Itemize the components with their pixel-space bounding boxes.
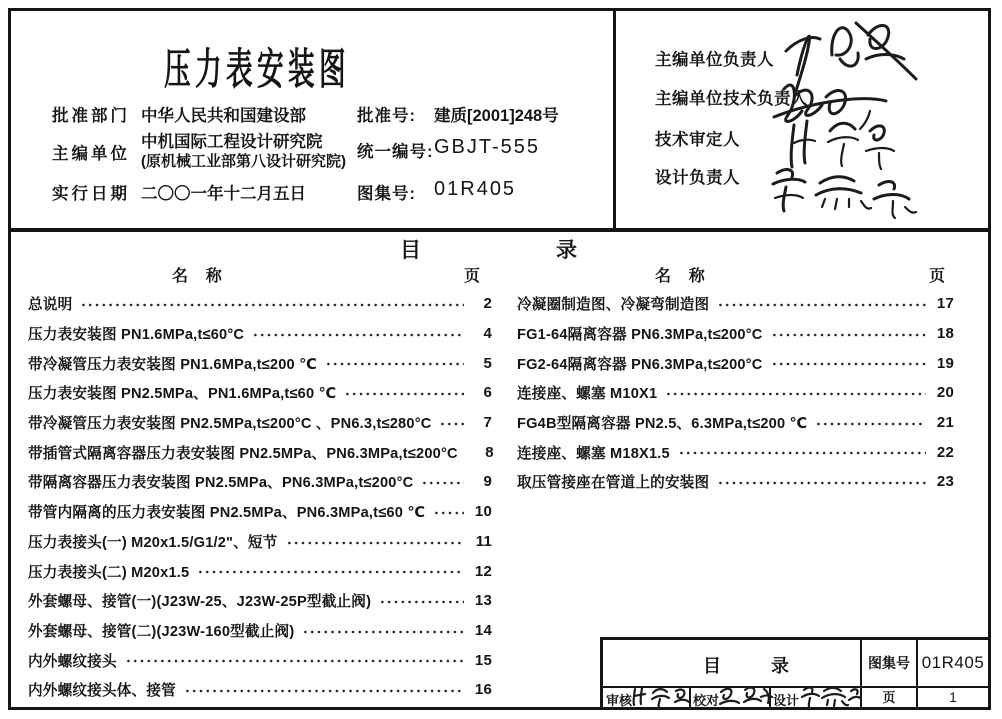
toc-entry-page: 8 [485,443,494,461]
dot-leader [302,616,464,646]
dot-leader [184,675,464,705]
footer-designer-label: 设计 [773,693,800,708]
footer-atlas-label: 图集号 [868,655,910,671]
toc-entry-page: 10 [474,503,492,521]
footer-page-label: 页 [882,690,896,705]
footer-atlas-number: 01R405 [921,653,985,672]
chief-editor-unit-former-name: (原机械工业部第八设计研究院) [141,153,346,170]
footer-heading-char1: 目 [703,656,721,676]
toc-entry [517,348,954,378]
toc-entry-name: 压力表接头(一) M20x1.5/G1/2"、短节 [28,534,278,551]
dot-leader [771,319,926,349]
approval-number-label: 批准号: [357,107,416,125]
dot-leader [771,348,926,378]
toc-entry-name: 内外螺纹接头体、接管 [28,683,176,700]
dot-leader [197,556,464,586]
toc-entry [517,408,954,438]
chief-tech-director-label: 主编单位技术负责人 [655,90,808,108]
dot-leader [252,319,464,349]
designer-signature [799,683,861,711]
toc-entry-page: 23 [936,473,954,491]
effective-date-value: 二〇〇一年十二月五日 [141,185,306,203]
signature-chief-tech-director [774,85,886,129]
footer-page-number: 1 [949,688,957,705]
dot-leader [125,645,464,675]
footer-checker-label: 校对 [693,693,720,708]
approval-dept-value: 中华人民共和国建设部 [141,107,306,125]
toc-left-column [28,289,492,705]
toc-entry-page: 12 [474,562,492,580]
toc-entry-name: 带冷凝管压力表安装图 PN1.6MPa,t≤200 ℃ [28,356,317,373]
dot-leader [815,408,926,438]
toc-entry-page: 5 [483,354,492,372]
toc-entry-name: 压力表接头(二) M20x1.5 [28,564,190,581]
toc-entry-page: 21 [936,414,954,432]
toc-entry-name: 外套螺母、接管(一)(J23W-25、J23W-25P型截止阀) [28,594,372,611]
signature-tech-approver [791,121,894,169]
toc-entry [28,408,492,438]
toc-entry-page: 17 [936,295,954,313]
toc-entry-page: 7 [483,414,492,432]
toc-entry [28,319,492,349]
title-block [600,637,991,710]
toc-entry [28,616,492,646]
page-title: 压力表安装图 [164,46,350,94]
toc-entry [28,675,492,705]
toc-entry-name: 带插管式隔离容器压力表安装图 PN2.5MPa、PN6.3MPa,t≤200°C [28,445,458,462]
toc-entry-page: 15 [474,651,492,669]
dot-leader [379,586,464,616]
toc-entry [28,497,492,527]
toc-entry-name: 压力表安装图 PN1.6MPa,t≤60°C [28,327,245,344]
toc-entry-page: 13 [474,592,492,610]
toc-entry-page: 22 [936,443,954,461]
unified-number-value: GBJT-555 [434,136,541,158]
toc-entry-page: 11 [475,532,492,550]
signature-design-director [773,170,916,218]
footer-heading-char2: 录 [771,656,789,676]
toc-entry [28,289,492,319]
dot-leader [717,467,926,497]
dot-leader [665,378,926,408]
toc-entry [28,586,492,616]
dot-leader [678,437,926,467]
atlas-number-value: 01R405 [434,178,517,200]
dot-leader [344,378,464,408]
toc-entry-name: 总说明 [28,297,73,314]
toc-entry-name: 连接座、螺塞 M10X1 [517,386,658,403]
dot-leader [286,527,464,557]
toc-entry-name: 带隔离容器压力表安装图 PN2.5MPa、PN6.3MPa,t≤200°C [28,475,414,492]
toc-entry [517,378,954,408]
handwritten-signatures-graphic [616,11,991,228]
toc-entry-page: 18 [936,325,954,343]
toc-right-column [517,289,954,497]
toc-entry-name: 带管内隔离的压力表安装图 PN2.5MPa、PN6.3MPa,t≤60 ℃ [28,505,426,522]
unified-number-label: 统一编号: [357,143,434,161]
chief-editor-unit-value: 中机国际工程设计研究院 [141,133,323,151]
effective-date-label: 实行日期 [52,185,130,203]
toc-entry [517,319,954,349]
toc-heading-char1: 目 [400,239,421,262]
signature-chief-director [786,23,916,91]
toc-left-page-header: 页 [464,268,481,285]
dot-leader [80,289,464,319]
toc-entry-name: FG2-64隔离容器 PN6.3MPa,t≤200°C [517,356,763,373]
toc-entry [28,527,492,557]
atlas-number-label: 图集号: [357,185,416,203]
tech-approver-label: 技术审定人 [655,131,740,149]
toc-entry [28,437,492,467]
footer-reviewer-label: 审核 [606,693,633,708]
checker-signature [717,684,773,710]
toc-entry-name: FG4B型隔离容器 PN2.5、6.3MPa,t≤200 ℃ [517,416,808,433]
dot-leader [325,348,464,378]
toc-entry [517,467,954,497]
chief-director-label: 主编单位负责人 [655,51,774,69]
chief-editor-unit-label: 主编单位 [52,145,130,163]
approval-number-value: 建质[2001]248号 [434,107,559,125]
header-divider-line [8,228,991,232]
reviewer-signature [629,685,691,709]
toc-entry-page: 16 [474,681,492,699]
toc-entry-page: 4 [483,325,492,343]
toc-entry [28,348,492,378]
toc-entry-name: 取压管接座在管道上的安装图 [517,475,710,492]
toc-entry [28,556,492,586]
toc-entry-name: 连接座、螺塞 M18X1.5 [517,445,670,462]
design-director-label: 设计负责人 [655,169,740,187]
toc-entry-name: 压力表安装图 PN2.5MPa、PN1.6MPa,t≤60 ℃ [28,386,337,403]
toc-entry-page: 20 [936,384,954,402]
toc-entry [28,378,492,408]
toc-entry-page: 6 [483,384,492,402]
toc-entry-name: 冷凝圈制造图、冷凝弯制造图 [517,297,710,314]
toc-entry-page: 19 [936,354,954,372]
toc-entry-page: 14 [474,621,492,639]
toc-entry-name: 带冷凝管压力表安装图 PN2.5MPa,t≤200°C 、PN6.3,t≤280°C [28,416,432,433]
toc-entry-name: 外套螺母、接管(二)(J23W-160型截止阀) [28,623,295,640]
toc-heading-char2: 录 [556,239,577,262]
dot-leader [717,289,926,319]
toc-entry-page: 9 [483,473,492,491]
toc-entry-name: FG1-64隔离容器 PN6.3MPa,t≤200°C [517,327,763,344]
toc-right-page-header: 页 [929,268,946,285]
toc-entry-name: 内外螺纹接头 [28,653,117,670]
toc-entry [517,289,954,319]
toc-left-name-header: 名 称 [172,268,222,285]
dot-leader [433,497,464,527]
approval-dept-label: 批准部门 [52,107,130,125]
dot-leader [439,408,464,438]
toc-entry [517,437,954,467]
toc-right-name-header: 名 称 [655,268,705,285]
dot-leader [421,467,464,497]
toc-entry [28,467,492,497]
toc-entry-page: 2 [483,295,492,313]
toc-entry [28,645,492,675]
